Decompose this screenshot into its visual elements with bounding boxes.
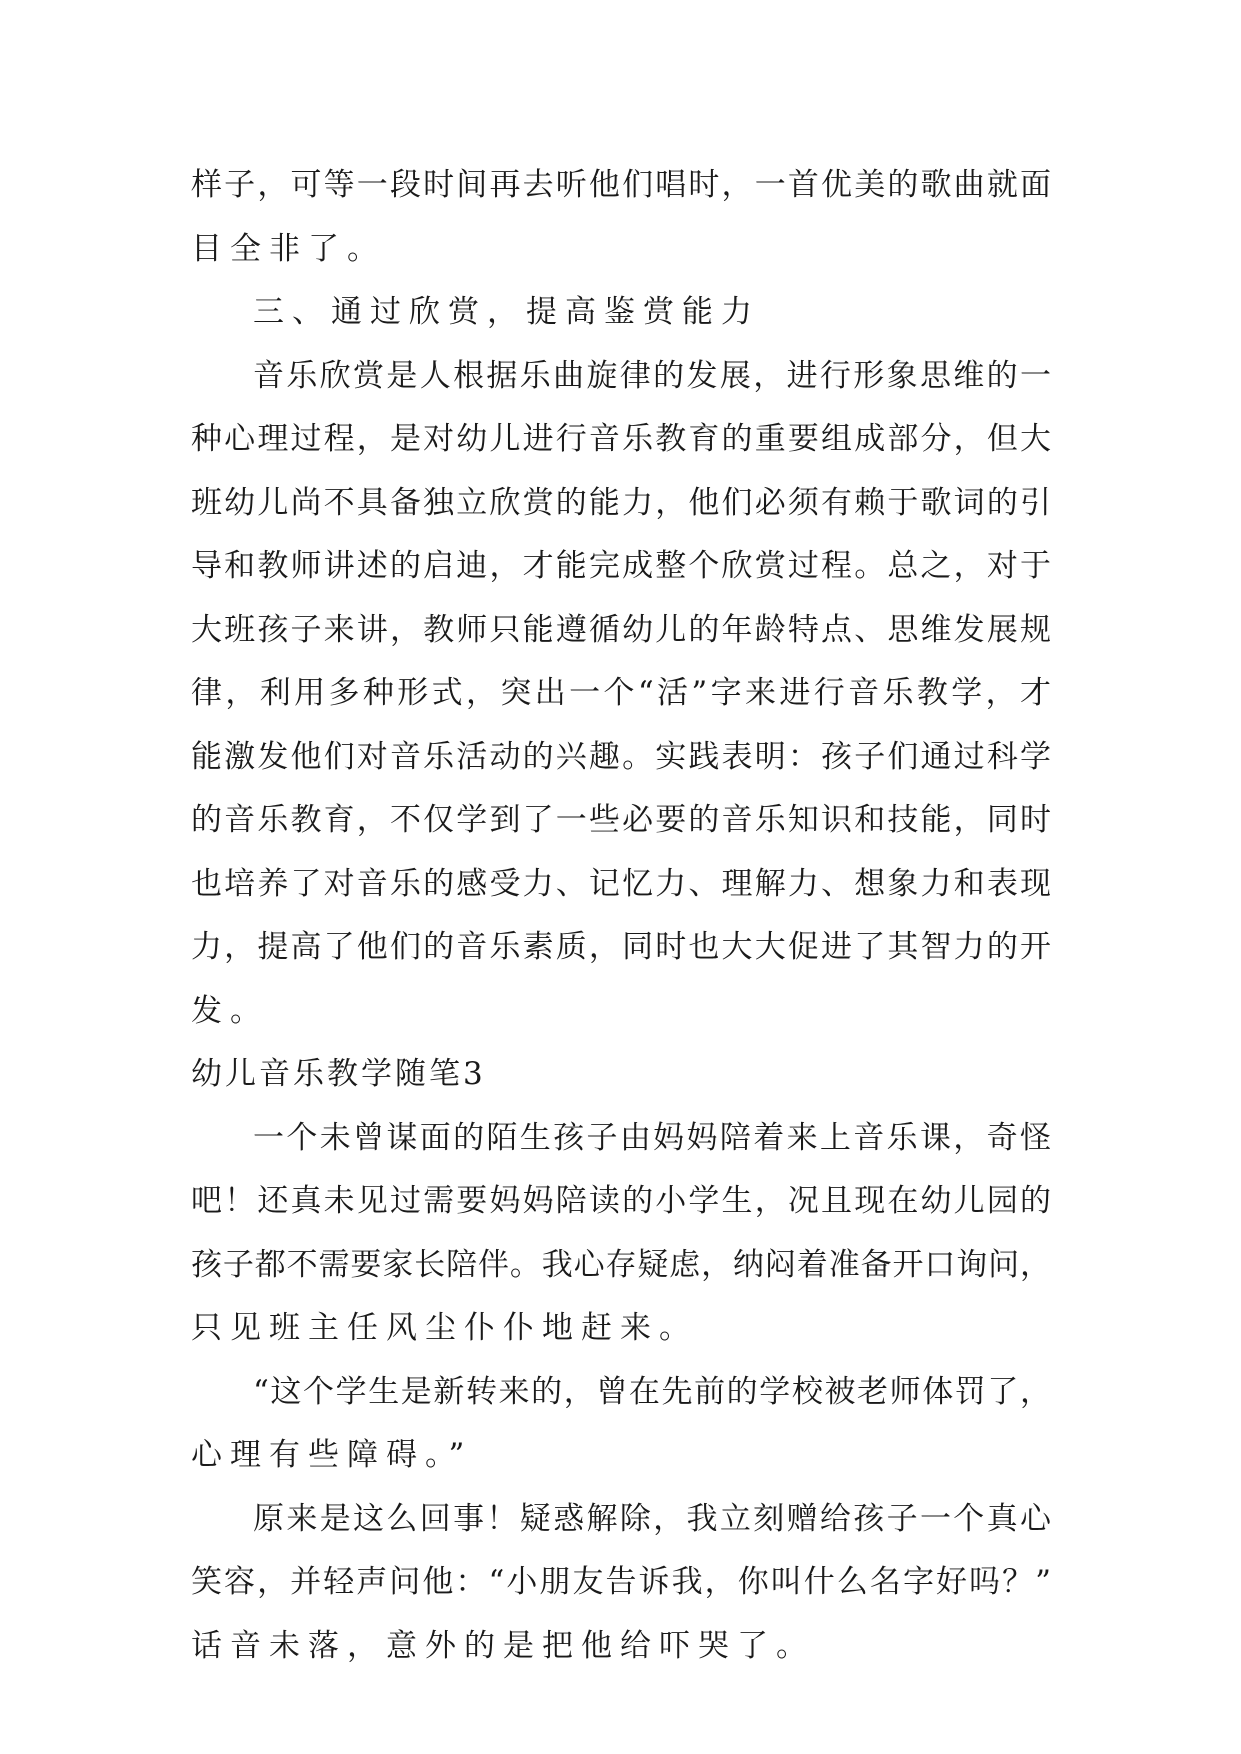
paragraph-line: 吧！还真未见过需要妈妈陪读的小学生，况且现在幼儿园的 (191, 1183, 1051, 1219)
quote-line: “这个学生是新转来的，曾在先前的学校被老师体罚了， (253, 1373, 1051, 1410)
paragraph-line: 原来是这么回事！疑惑解除，我立刻赠给孩子一个真心 (253, 1500, 1051, 1537)
paragraph-line: 只见班主任风尘仆仆地赶来。 (191, 1310, 698, 1346)
paragraph-line: 能激发他们对音乐活动的兴趣。实践表明：孩子们通过科学 (191, 738, 1051, 775)
paragraph-line: 发。 (191, 992, 269, 1029)
quote-line: 心理有些障碍。” (191, 1437, 473, 1473)
paragraph-line: 孩子都不需要家长陪伴。我心存疑虑，纳闷着准备开口询问， (191, 1246, 1051, 1283)
paragraph-line: 话音未落，意外的是把他给吓哭了。 (191, 1627, 815, 1664)
paragraph-line: 力，提高了他们的音乐素质，同时也大大促进了其智力的开 (191, 929, 1051, 965)
paragraph-line: 的音乐教育，不仅学到了一些必要的音乐知识和技能，同时 (191, 802, 1051, 838)
paragraph-line: 也培养了对音乐的感受力、记忆力、理解力、想象力和表现 (191, 865, 1051, 902)
section-heading: 三、通过欣赏，提高鉴赏能力 (253, 294, 760, 330)
paragraph-line: 一个未曾谋面的陌生孩子由妈妈陪着来上音乐课，奇怪 (253, 1119, 1051, 1156)
paragraph-line: 音乐欣赏是人根据乐曲旋律的发展，进行形象思维的一 (253, 357, 1051, 394)
paragraph-line: 大班孩子来讲，教师只能遵循幼儿的年龄特点、思维发展规 (191, 611, 1051, 648)
paragraph-line: 导和教师讲述的启迪，才能完成整个欣赏过程。总之，对于 (191, 548, 1051, 584)
article-title: 幼儿音乐教学随笔3 (191, 1056, 486, 1092)
paragraph-line: 律，利用多种形式，突出一个“活”字来进行音乐教学，才 (191, 675, 1051, 711)
paragraph-line: 种心理过程，是对幼儿进行音乐教育的重要组成部分，但大 (191, 421, 1051, 457)
paragraph-line: 笑容，并轻声问他：“小朋友告诉我，你叫什么名字好吗？” (191, 1564, 1051, 1600)
document-body (191, 154, 1051, 1678)
paragraph-line: 样子，可等一段时间再去听他们唱时，一首优美的歌曲就面 (191, 167, 1051, 203)
paragraph-line: 目全非了。 (191, 230, 386, 267)
paragraph-line: 班幼儿尚不具备独立欣赏的能力，他们必须有赖于歌词的引 (191, 484, 1051, 521)
